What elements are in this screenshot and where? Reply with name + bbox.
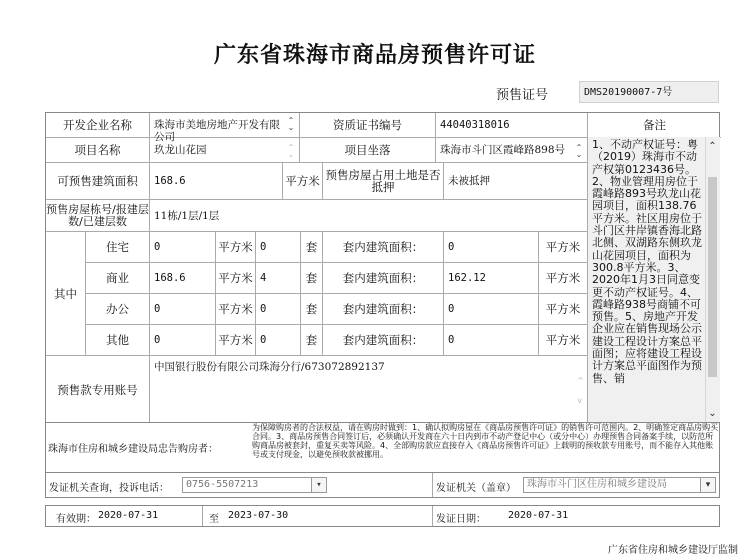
validity-row: [45, 505, 720, 527]
chevron-down-icon[interactable]: ▾: [311, 478, 326, 492]
complaint-label: 发证机关查询，投诉电话：: [49, 483, 169, 494]
breakdown-area: 0: [150, 294, 216, 325]
notes-text: 1、不动产权证号：粤（2019）珠海市不动产权第0123436号。2、物业管理用房位于霞峰路893号玖龙山花园项目，面积138.76平方米。社区用房位于斗门区井岸镇香海北路北侧、双湖路东侧玖龙山花园项目，面积为300.8平方米。3、2020年1月3日同意变更不动产权证号。4、霞峰路938号商铺不可预售。5、房地产开发企业应在销售现场公示建设工程设计方案总平面图；应将建设工程设计方案总平面图作为预售、销: [588, 137, 720, 423]
qualification-label: 资质证书编号: [300, 113, 436, 138]
page-title: 广东省珠海市商品房预售许可证: [213, 42, 536, 68]
breakdown-inner-unit: 平方米: [539, 232, 588, 263]
breakdown-inner-unit: 平方米: [539, 325, 588, 356]
breakdown-type: 办公: [86, 294, 150, 325]
breakdown-inner-label: 套内建筑面积：: [323, 263, 444, 294]
land-mortgage-label: 预售房屋占用土地是否抵押: [323, 163, 444, 200]
complaint-phone-select[interactable]: [182, 477, 327, 493]
developer-spinner[interactable]: ⌃ ⌄: [287, 116, 295, 132]
authority-select[interactable]: [523, 477, 716, 493]
breakdown-inner-label: 套内建筑面积：: [323, 325, 444, 356]
breakdown-group-label: 其中: [46, 232, 86, 356]
breakdown-inner-unit: 平方米: [539, 294, 588, 325]
project-name-value: [150, 138, 300, 163]
breakdown-count: 0: [256, 325, 301, 356]
building-label: 预售房屋栋号/报建层数/已建层数: [46, 200, 150, 232]
breakdown-area-unit: 平方米: [216, 232, 256, 263]
breakdown-count-unit: 套: [301, 294, 323, 325]
breakdown-area-unit: 平方米: [216, 294, 256, 325]
presale-area-label: 可预售建筑面积: [46, 163, 150, 200]
breakdown-inner-area: 0: [444, 325, 539, 356]
account-value: 中国银行股份有限公司珠海分行/673072892137: [154, 361, 385, 373]
location-text: 珠海市斗门区霞峰路898号: [440, 144, 566, 156]
contact-row: [45, 472, 720, 498]
validity-to-label: 至: [209, 514, 219, 525]
issue-date-value: 2020-07-31: [508, 510, 569, 521]
developer-value: [150, 113, 300, 143]
breakdown-inner-area: 162.12: [444, 263, 539, 294]
breakdown-inner-unit: 平方米: [539, 263, 588, 294]
complaint-phone: 0756-5507213: [186, 479, 259, 490]
breakdown-count-unit: 套: [301, 232, 323, 263]
notes-scrollbar[interactable]: [705, 137, 718, 423]
breakdown-inner-label: 套内建筑面积：: [323, 294, 444, 325]
presale-area-unit: 平方米: [283, 163, 323, 200]
breakdown-count-unit: 套: [301, 263, 323, 294]
scrollbar-thumb[interactable]: [708, 177, 717, 377]
building-value: 11栋/1层/1层: [150, 200, 588, 232]
project-name-spinner[interactable]: ⌃ ⌄: [287, 143, 295, 159]
breakdown-area-unit: 平方米: [216, 263, 256, 294]
breakdown-count-unit: 套: [301, 325, 323, 356]
developer-text: 珠海市美地房地产开发有限公司: [154, 119, 280, 143]
breakdown-area: 0: [150, 232, 216, 263]
location-value: [436, 138, 588, 163]
project-name-label: 项目名称: [46, 138, 150, 163]
breakdown-count: 4: [256, 263, 301, 294]
qualification-value: 44040318016: [436, 113, 588, 138]
warning-label: 珠海市住房和城乡建设局忠告购房者：: [48, 444, 218, 455]
account-label: 预售款专用账号: [46, 356, 150, 423]
authority-name: 珠海市斗门区住房和城乡建设局: [527, 479, 667, 490]
developer-label: 开发企业名称: [46, 113, 150, 138]
location-label: 项目坐落: [300, 138, 436, 163]
validity-from: 2020-07-31: [98, 510, 159, 521]
breakdown-area-unit: 平方米: [216, 325, 256, 356]
presale-area-value: 168.6: [150, 163, 283, 200]
account-field[interactable]: [150, 356, 588, 423]
certificate-label: 预售证号: [496, 88, 549, 103]
footer-supervisor: 广东省住房和城乡建设厅监制: [608, 545, 738, 556]
scroll-down-icon[interactable]: ⌄: [708, 408, 717, 419]
breakdown-type: 商业: [86, 263, 150, 294]
warning-text: 为保障购房者的合法权益，请在购房时做到：1、确认拟购房屋在《商品房预售许可证》的销售许可范围内。2、明确签定商品房购买合同。3、商品房预售合同签订后，必须确认开发商在六十日内到市不动产登记中心（或分中心）办理预售合同备案手续，以防范所购商品房被套封，重复买卖等风险。4、全部购房款应直接存入《商品房预售许可证》上载明的预收款专用账号，而不能存入其他账号或支付现金，以避免预收款被挪用。: [252, 423, 719, 459]
land-mortgage-value: 未被抵押: [444, 163, 588, 200]
certificate-number: DMS20190007-7号: [579, 81, 719, 103]
scroll-up-icon[interactable]: ⌃: [708, 141, 717, 152]
breakdown-type: 其他: [86, 325, 150, 356]
permit-table: [45, 112, 720, 423]
breakdown-inner-area: 0: [444, 232, 539, 263]
chevron-down-icon[interactable]: ▾: [700, 478, 715, 492]
location-spinner[interactable]: ⌃ ⌄: [575, 143, 583, 159]
breakdown-inner-label: 套内建筑面积：: [323, 232, 444, 263]
warning-row: [45, 422, 720, 473]
notes-header: 备注: [588, 113, 721, 138]
breakdown-area: 0: [150, 325, 216, 356]
issue-date-label: 发证日期：: [436, 514, 486, 525]
validity-label: 有效期：: [56, 514, 96, 525]
breakdown-area: 168.6: [150, 263, 216, 294]
project-name-text: 玖龙山花园: [154, 144, 207, 156]
breakdown-count: 0: [256, 232, 301, 263]
breakdown-count: 0: [256, 294, 301, 325]
validity-to: 2023-07-30: [228, 510, 289, 521]
authority-label: 发证机关（盖章）: [436, 483, 516, 494]
breakdown-inner-area: 0: [444, 294, 539, 325]
breakdown-type: 住宅: [86, 232, 150, 263]
account-scroll-arrows[interactable]: ^ v: [577, 376, 584, 405]
